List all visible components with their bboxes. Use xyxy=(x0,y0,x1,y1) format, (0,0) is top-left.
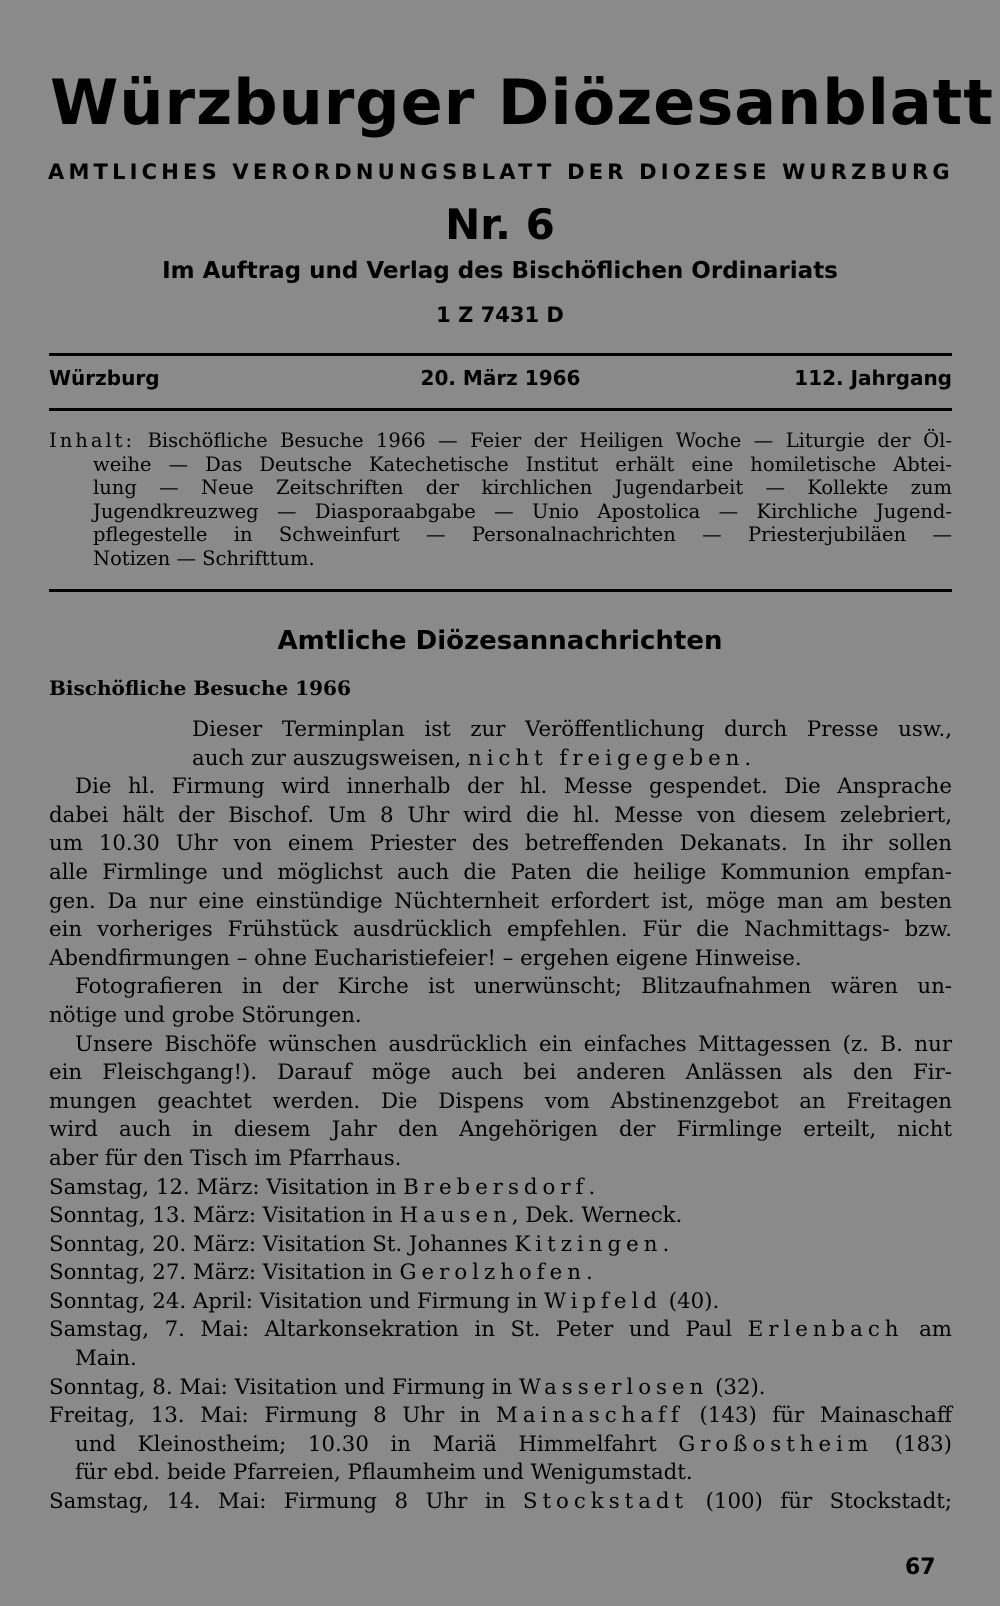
emphasis-text: nicht freigegeben. xyxy=(468,745,757,771)
place-name: Mainaschaff xyxy=(496,1403,684,1429)
dateline-volume: 112. Jahrgang xyxy=(794,366,952,390)
article-heading: Bischöfliche Besuche 1966 xyxy=(49,676,351,700)
toc-line: Jugendkreuzweg — Diasporaabgabe — Unio Apostolica — Kirchliche Jugend- xyxy=(93,499,952,523)
section-title: Amtliche Diözesannachrichten xyxy=(277,626,723,656)
schedule-entry: Samstag, 7. Mai: Altarkonsekration in St. Peter und Paul Erlenbach am xyxy=(49,1317,952,1343)
paragraph-line: dabei hält der Bischof. Um 8 Uhr wird die hl. Messe von diesem zelebriert, xyxy=(49,802,952,828)
divider-bottom xyxy=(49,589,952,592)
divider-middle xyxy=(49,408,952,411)
paragraph-line: mungen geachtet werden. Die Dispens vom Abstinenzgebot an Freitagen xyxy=(49,1088,952,1114)
place-name: Stockstadt xyxy=(522,1489,689,1515)
paragraph-line: alle Firmlinge und möglichst auch die Paten die heilige Kommunion empfan- xyxy=(49,859,952,885)
paragraph-line: gen. Da nur eine einstündige Nüchternheit erfordert ist, möge man am besten xyxy=(49,888,952,914)
dateline xyxy=(49,366,952,394)
notice-line: Dieser Terminplan ist zur Veröffentlichung durch Presse usw., xyxy=(192,717,952,742)
paragraph-line: ein vorheriges Frühstück ausdrücklich empfehlen. Für die Nachmittags- bzw. xyxy=(49,917,952,943)
schedule-entry: Sonntag, 20. März: Visitation St. Johannes Kitzingen. xyxy=(49,1231,670,1257)
place-name: Brebersdorf xyxy=(403,1174,589,1200)
toc-line: Inhalt: Bischöfliche Besuche 1966 — Feier der Heiligen Woche — Liturgie der Öl- xyxy=(49,429,952,452)
paragraph-line: wird auch in diesem Jahr den Angehörigen der Firmlinge erteilt, nicht xyxy=(49,1117,952,1143)
schedule-entry: Samstag, 14. Mai: Firmung 8 Uhr in Stockstadt (100) für Stockstadt; xyxy=(49,1489,952,1515)
schedule-entry: Freitag, 13. Mai: Firmung 8 Uhr in Mainaschaff (143) für Mainaschaff xyxy=(49,1403,952,1429)
schedule-entry: Samstag, 12. März: Visitation in Brebersdorf. xyxy=(49,1174,596,1200)
place-name: Gerolzhofen xyxy=(399,1260,586,1286)
place-name: Erlenbach xyxy=(747,1317,904,1343)
toc-line: pflegestelle in Schweinfurt — Personalnachrichten — Priesterjubiläen — xyxy=(93,523,952,546)
dateline-date: 20. März 1966 xyxy=(420,366,581,390)
schedule-entry: Sonntag, 24. April: Visitation und Firmung in Wipfeld (40). xyxy=(49,1288,720,1314)
paragraph-line: Abendfirmungen – ohne Eucharistiefeier! – ergehen eigene Hinweise. xyxy=(49,945,802,971)
place-name: Hausen xyxy=(399,1203,512,1229)
issue-number: Nr. 6 xyxy=(445,200,555,249)
toc-line: weihe — Das Deutsche Katechetische Institut erhält eine homiletische Abtei- xyxy=(93,452,952,476)
paragraph-line: Fotografieren in der Kirche ist unerwünscht; Blitzaufnahmen wären un- xyxy=(75,974,952,1000)
place-name: Kitzingen xyxy=(514,1231,663,1257)
masthead-title: Würzburger Diözesanblatt xyxy=(50,66,994,139)
schedule-entry-continuation: für ebd. beide Pfarreien, Pflaumheim und Wenigumstadt. xyxy=(75,1460,693,1486)
masthead-subtitle: AMTLICHES VERORDNUNGSBLATT DER DIOZESE WURZBURG xyxy=(48,160,954,184)
paragraph-line: Unsere Bischöfe wünschen ausdrücklich ein einfaches Mittagessen (z. B. nur xyxy=(75,1031,952,1057)
place-name: Wipfeld xyxy=(544,1288,662,1314)
toc-line: Notizen — Schrifttum. xyxy=(93,546,315,570)
divider-top xyxy=(49,353,952,356)
paragraph-line: aber für den Tisch im Pfarrhaus. xyxy=(49,1145,402,1171)
notice-line: auch zur auszugsweisen, nicht freigegeben. xyxy=(192,745,757,771)
schedule-entry: Sonntag, 8. Mai: Visitation und Firmung in Wasserlosen (32). xyxy=(49,1374,766,1400)
dateline-place: Würzburg xyxy=(49,366,160,390)
schedule-entry-continuation: und Kleinostheim; 10.30 in Mariä Himmelfahrt Großostheim (183) xyxy=(75,1431,952,1457)
publisher-line: Im Auftrag und Verlag des Bischöflichen Ordinariats xyxy=(162,258,838,284)
article-body xyxy=(49,716,952,1517)
place-name: Großostheim xyxy=(678,1431,874,1457)
paragraph-line: ein Fleischgang!). Darauf möge auch bei anderen Anlässen als den Fir- xyxy=(49,1060,952,1086)
paragraph-line: nötige und grobe Störungen. xyxy=(49,1002,362,1028)
place-name: Wasserlosen xyxy=(519,1374,709,1400)
paragraph-line: um 10.30 Uhr von einem Priester des betreffenden Dekanats. In ihr sollen xyxy=(49,831,952,857)
schedule-entry-continuation: Main. xyxy=(75,1346,137,1372)
postal-code: 1 Z 7431 D xyxy=(436,303,564,327)
page-number: 67 xyxy=(905,1555,936,1580)
schedule-entry: Sonntag, 13. März: Visitation in Hausen, Dek. Werneck. xyxy=(49,1203,683,1229)
toc-label: Inhalt: xyxy=(49,429,136,452)
paragraph-line: Die hl. Firmung wird innerhalb der hl. Messe gespendet. Die Ansprache xyxy=(75,774,952,800)
schedule-entry: Sonntag, 27. März: Visitation in Gerolzhofen. xyxy=(49,1260,593,1286)
toc-line: lung — Neue Zeitschriften der kirchlichen Jugendarbeit — Kollekte zum xyxy=(93,476,952,499)
table-of-contents xyxy=(49,429,952,570)
